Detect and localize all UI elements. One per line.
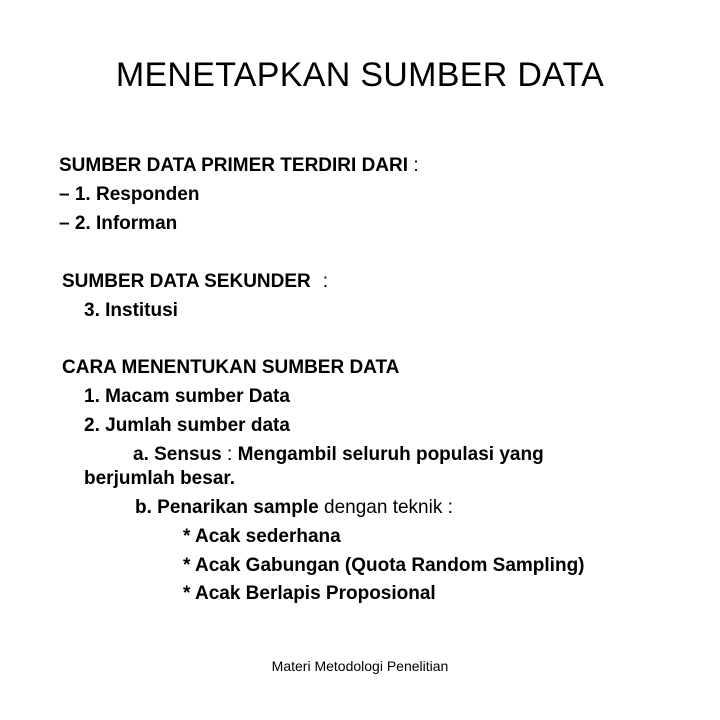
sekunder-colon: : [322, 271, 329, 292]
technique-acak-sederhana: * Acak sederhana [183, 526, 341, 547]
primer-colon: : [408, 155, 419, 176]
sekunder-item-institusi: 3. Institusi [84, 300, 178, 321]
slide-title: MENETAPKAN SUMBER DATA [115, 56, 605, 94]
technique-acak-berlapis: * Acak Berlapis Proposional [183, 583, 436, 604]
cara-heading: CARA MENENTUKAN SUMBER DATA [62, 357, 400, 378]
primer-item-informan: – 2. Informan [59, 213, 178, 234]
slide-footer: Materi Metodologi Penelitian [271, 658, 449, 674]
cara-item-macam: 1. Macam sumber Data [84, 386, 290, 407]
sample-line [135, 496, 453, 520]
cara-item-jumlah: 2. Jumlah sumber data [84, 415, 290, 436]
sekunder-heading: SUMBER DATA SEKUNDER [62, 271, 311, 292]
sensus-line [133, 443, 544, 467]
primer-item-responden: – 1. Responden [59, 184, 200, 205]
primer-heading-line [59, 154, 419, 178]
sensus-colon: : [221, 444, 238, 465]
sensus-continuation: berjumlah besar. [84, 468, 236, 489]
sensus-text: Mengambil seluruh populasi yang [237, 444, 544, 465]
sample-label: b. Penarikan sample [135, 497, 319, 518]
sample-text: dengan teknik : [318, 497, 453, 518]
sensus-label: a. Sensus [133, 444, 222, 465]
technique-acak-gabungan: * Acak Gabungan (Quota Random Sampling) [183, 555, 585, 576]
sekunder-heading-line [62, 270, 328, 294]
primer-heading: SUMBER DATA PRIMER TERDIRI DARI [59, 155, 409, 176]
